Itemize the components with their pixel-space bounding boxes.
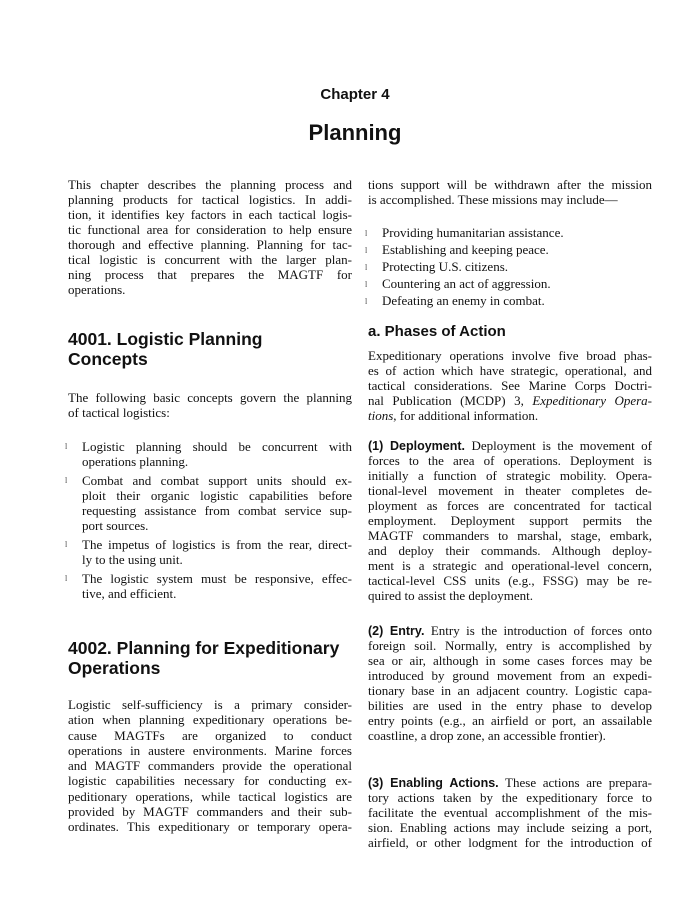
text-line: MAGTF commanders to marshal, stage, embark, <box>368 528 652 543</box>
section-4001-lead <box>68 390 352 420</box>
text-line: entry points (e.g., an airfield or port, an assailable <box>368 713 652 728</box>
text-line: coastline, a drop zone, an accessible frontier). <box>368 728 606 743</box>
entry-paragraph <box>368 623 652 743</box>
list-item <box>65 473 352 533</box>
text-line: Expeditionary operations involve five broad phas- <box>368 348 652 363</box>
text-line: tion, it identifies key factors in each tactical logis- <box>68 207 352 222</box>
text-line: cause MAGTFs are organized to conduct <box>68 727 352 743</box>
text-line: Combat and combat support units should ex- <box>82 473 352 488</box>
list-item-text: Providing humanitarian assistance. <box>382 225 564 240</box>
list-item <box>65 439 352 469</box>
section-4001-heading <box>68 329 358 369</box>
section-4002-paragraph <box>68 697 352 835</box>
text-line: operations planning. <box>82 454 189 469</box>
text-line: tory actions taken by the expeditionary force to <box>368 790 652 805</box>
text-line: port sources. <box>82 518 149 533</box>
text-line: Logistic planning should be concurrent with <box>82 439 352 454</box>
continued-paragraph <box>368 177 652 207</box>
list-item-text: Countering an act of aggression. <box>382 276 551 291</box>
text-line: requesting assistance from combat service sup- <box>82 503 352 518</box>
text-line: tional-level movement in theater completes de- <box>368 483 652 498</box>
text-line: planning products for tactical logistics. In addi- <box>68 192 352 207</box>
text-line: operations. <box>68 282 126 297</box>
bullet-icon: l <box>65 574 68 583</box>
text-line: ploit their organic logistic capabilities before <box>82 488 352 503</box>
enabling-actions-paragraph <box>368 775 652 850</box>
bullet-icon: l <box>365 280 368 289</box>
list-item-text: Establishing and keeping peace. <box>382 242 549 257</box>
list-item <box>65 537 352 567</box>
text-line: provided by MAGTF commanders and their sub- <box>68 804 352 820</box>
text-line: The impetus of logistics is from the rear, direct- <box>82 537 352 552</box>
text-line: initially a function of strategic mobility. Opera- <box>368 468 652 483</box>
text-line <box>368 623 652 638</box>
text-line: ning process that prepares the MAGTF for <box>68 267 352 282</box>
text-line: This chapter describes the planning process and <box>68 177 352 192</box>
text-line: logistic capabilities necessary for conducting ex- <box>68 773 352 789</box>
run-in-heading: (2) Entry. <box>368 624 425 638</box>
bullet-icon: l <box>365 263 368 272</box>
text-line: sion. Enabling actions may include seizing a port, <box>368 820 652 835</box>
text-line: Concepts <box>68 349 148 369</box>
chapter-number: Chapter 4 <box>320 86 390 103</box>
publication-title-end: tions <box>368 408 394 423</box>
text-line: tionary base in an adjacent country. Logistic capa- <box>368 683 652 698</box>
text-line: quired to assist the deployment. <box>368 588 534 603</box>
bullet-icon: l <box>365 229 368 238</box>
list-item <box>365 241 652 258</box>
list-item <box>365 258 652 275</box>
bullet-icon: l <box>65 540 68 549</box>
concepts-list <box>65 439 352 605</box>
bullet-icon: l <box>65 476 68 485</box>
text-line: The logistic system must be responsive, effec- <box>82 571 352 586</box>
text-line: ment is a strategic and operational-level concern, <box>368 558 652 573</box>
list-item <box>365 275 652 292</box>
text-line: tical logistic is concurrent with the larger plan- <box>68 252 352 267</box>
text-line: es of action which have strategic, operational, and <box>368 363 652 378</box>
list-item <box>365 224 652 241</box>
text-line: operations in austere environments. Marine forces <box>68 742 352 758</box>
text-line: forces to the area of operations. Deployment is <box>368 453 652 468</box>
text-line: and deploy their commands. Although deploy- <box>368 543 652 558</box>
missions-list <box>365 224 652 309</box>
text-line: tactical considerations. See Marine Corps Doctri- <box>368 378 652 393</box>
phases-of-action-heading: a. Phases of Action <box>368 323 506 340</box>
phases-line-5 <box>368 408 652 423</box>
text-line: tive, and efficient. <box>82 586 177 601</box>
text: nal Publication (MCDP) 3, <box>368 393 533 408</box>
text-line: Logistic self-sufficiency is a primary consider- <box>68 697 352 712</box>
intro-paragraph <box>68 177 352 297</box>
text-line: The following basic concepts govern the planning <box>68 390 352 405</box>
text-line: peditionary operations, while tactical logistics are <box>68 788 352 804</box>
text-line: bilities are used in the entry phase to develop <box>368 698 652 713</box>
text-line: 4002. Planning for Expeditionary <box>68 638 340 658</box>
text: These actions are prepara- <box>498 775 652 790</box>
text-line <box>368 775 652 790</box>
text-line: tic functional area for consideration to help ensure <box>68 222 352 237</box>
text-line: tions support will be withdrawn after the mission <box>368 177 652 192</box>
list-item <box>65 571 352 601</box>
bullet-icon: l <box>365 297 368 306</box>
text-line: and MAGTF commanders provide the operational <box>68 758 352 774</box>
text-line: introduced by ground movement from an expedi- <box>368 668 652 683</box>
phases-line-4 <box>368 393 652 408</box>
text-line: tactical-level CSS units (e.g., FSSG) may be re- <box>368 573 652 588</box>
run-in-heading: (3) Enabling Actions. <box>368 776 499 790</box>
phases-lines <box>368 348 652 393</box>
text: , for additional information. <box>393 408 539 423</box>
list-item-text: Protecting U.S. citizens. <box>382 259 509 274</box>
text-line <box>368 438 652 453</box>
text: Deployment is the movement of <box>465 438 652 453</box>
page-title: Planning <box>308 120 402 145</box>
deployment-paragraph <box>368 438 652 603</box>
list-item <box>365 292 652 309</box>
text: Entry is the introduction of forces onto <box>424 623 652 638</box>
phases-paragraph <box>368 348 652 423</box>
bullet-icon: l <box>365 246 368 255</box>
text-line: is accomplished. These missions may include— <box>368 192 618 207</box>
text-line: ployment as forces are concentrated for tactical <box>368 498 652 513</box>
publication-title: Expeditionary Opera- <box>532 393 652 408</box>
text-line: ordinates. This expeditionary or temporary opera- <box>68 819 352 835</box>
text-line: facilitate the eventual accomplishment of the mis- <box>368 805 652 820</box>
text-line: thorough and effective planning. Planning for tac- <box>68 237 352 252</box>
list-item-text: Defeating an enemy in combat. <box>382 293 545 308</box>
text-line: foreign soil. Normally, entry is accomplished by <box>368 638 652 653</box>
text-line: sea or air, although in some cases forces may be <box>368 653 652 668</box>
section-4002-heading <box>68 638 368 678</box>
text-line: ation when planning expeditionary operations be- <box>68 712 352 728</box>
text-line: of tactical logistics: <box>68 405 170 420</box>
text-line: Operations <box>68 658 161 678</box>
run-in-heading: (1) Deployment. <box>368 439 466 453</box>
text-line: ly to the using unit. <box>82 552 183 567</box>
text-line: 4001. Logistic Planning <box>68 329 263 349</box>
text-line: airfield, or other lodgment for the introduction of <box>368 835 652 850</box>
bullet-icon: l <box>65 442 68 451</box>
text-line: employment. Deployment support permits the <box>368 513 652 528</box>
